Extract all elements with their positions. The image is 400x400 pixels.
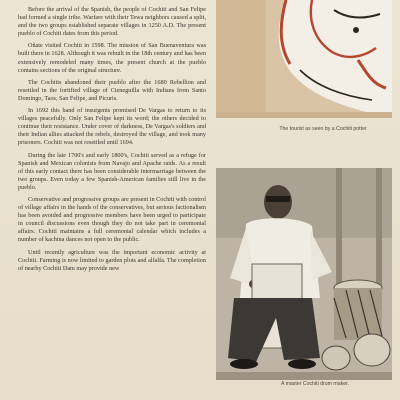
- bottom-photo-caption: A master Cochiti drum maker.: [280, 381, 350, 387]
- drum-maker-photo: [216, 168, 392, 380]
- drum-maker-illustration: [216, 168, 392, 380]
- paragraph-7: Until recently agriculture was the important economic activity at Cochiti. Farming is now limited to garden plots and alfalfa. The completion of nearby Cochiti Dam may provide new: [18, 248, 206, 272]
- paragraph-1: Before the arrival of the Spanish, the people of Cochiti and San Felipe had formed a single tribe. Warfare with their Tewa neighbors caused a split, and the two groups established separate villages in 1250 A.D. The present pueblo of Cochiti dates from this period.: [18, 6, 206, 38]
- paragraph-2: Oñate visited Cochiti in 1598. The mission of San Buenaventura was built there in 1628. Although it was rebuilt in the 18th century and has been extensively remodeled many times, the present church at the pueblo contains sections of the original structure.: [18, 42, 206, 74]
- pottery-figurine-illustration: [216, 0, 392, 118]
- paragraph-4: In 1692 this band of insurgents promised De Vargas to return to its villages peacefully. Only San Felipe kept its word; the others decided to continue their resistance. Under cover of darkness, De Vargas's soldiers and their Indian allies attacked the rebels, destroyed the village, and took many prisoners. Cochiti was not resettled until 1694.: [18, 107, 206, 147]
- paragraph-3: The Cochitis abandoned their pueblo after the 1680 Rebellion and resettled in the fortified village of Cieneguilla with Indians from Santo Domingo, Taos, San Felipe, and Picuris.: [18, 78, 206, 102]
- pottery-figurine-photo: [216, 0, 392, 118]
- paragraph-6: Conservative and progressive groups are present in Cochiti with control of village affairs in the hands of the conservatives, but serious factionalism has been avoided and progressive members have been urged to participate in council discussions even though they do not take part in ceremonial affairs. Cochiti maintains a full ceremonial calendar which includes a number of kachina dances not open to the public.: [18, 195, 206, 244]
- body-text-column: [18, 6, 206, 277]
- top-photo-caption: The tourist as seen by a Cochiti potter: [279, 126, 367, 132]
- paragraph-5: During the late 1700's and early 1800's, Cochiti served as a refuge for Spanish and Mexican colonists from Navajo and Apache raids. As a result of this early contact there has been considerable intermarriage between the two groups. Even today a few Spanish-American families still live in the pueblo.: [18, 151, 206, 191]
